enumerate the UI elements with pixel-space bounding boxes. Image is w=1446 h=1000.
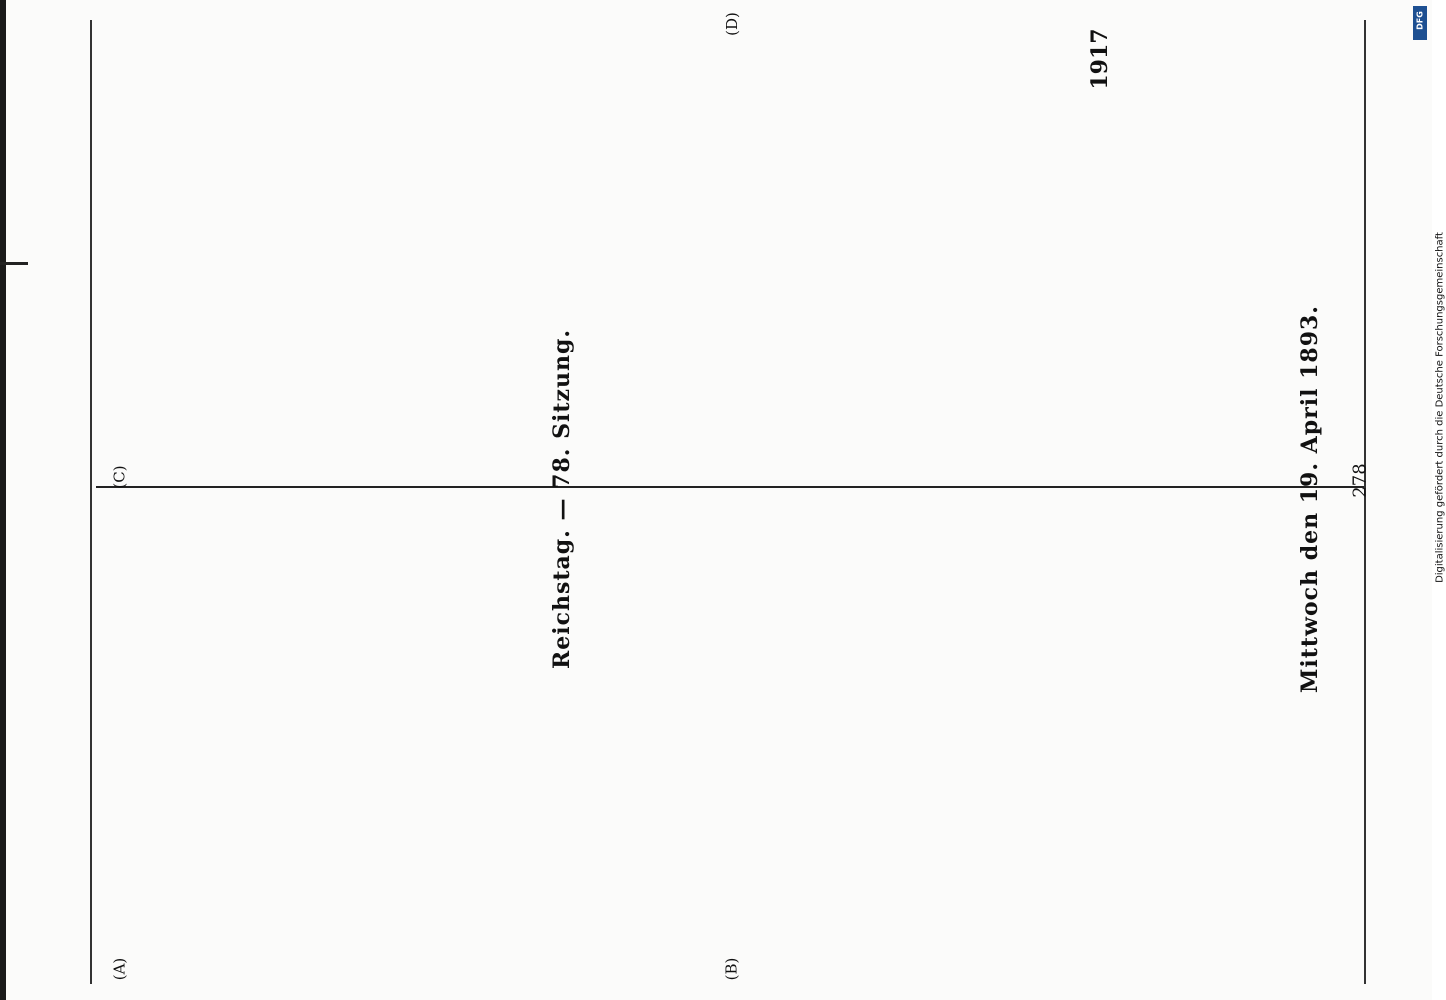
digitization-credit: Digitalisierung gefördert durch die Deutsche Forschungsgemeinschaft bbox=[1434, 232, 1446, 583]
margin-marker-d: (D) bbox=[722, 12, 741, 36]
margin-marker-a: (A) bbox=[110, 957, 129, 981]
margin-marker-b: (B) bbox=[722, 957, 741, 981]
folio-number: 278 bbox=[1349, 463, 1371, 498]
page-edge bbox=[0, 0, 6, 1000]
running-header-right: Mittwoch den 19. April 1893. bbox=[1297, 305, 1323, 693]
left-border-rule bbox=[90, 20, 92, 984]
page-number: 1917 bbox=[1087, 28, 1113, 90]
margin-marker-c: (C) bbox=[110, 465, 129, 489]
column-divider bbox=[96, 486, 1364, 488]
dfg-logo bbox=[1413, 6, 1427, 40]
page-edge-mark bbox=[0, 262, 28, 265]
running-header-left: Reichstag. — 78. Sitzung. bbox=[549, 328, 575, 670]
dfg-logo-text: DFG bbox=[1415, 11, 1425, 30]
